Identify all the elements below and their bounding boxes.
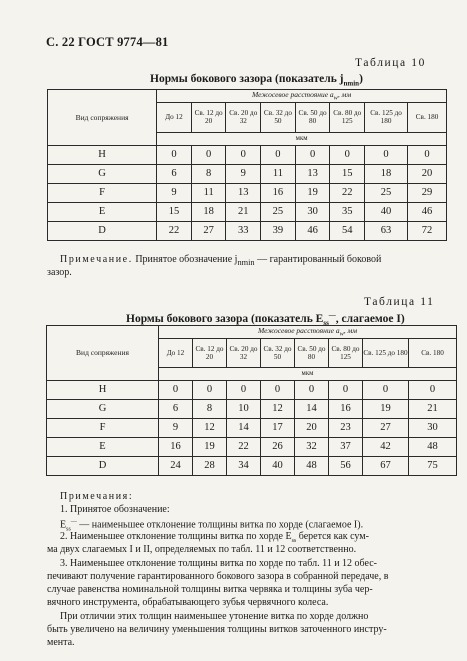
column-header-distance: Межосевое расстояние $a_w$, мм <box>159 326 457 339</box>
column-header: Св. 50 до 80 <box>295 338 329 367</box>
table-row <box>48 164 447 183</box>
table-cell: 30 <box>295 202 330 221</box>
table-cell: 21 <box>226 202 261 221</box>
note-line-2: $E_{ss}^—$ — наименьшее отклонение толщины витка по хорде (слагаемое I). <box>60 519 364 533</box>
note-line-10: быть увеличено на величину уменьшения толщины витков заточенного инстру- <box>47 624 387 635</box>
table-row <box>47 399 457 418</box>
table-cell: 22 <box>330 183 365 202</box>
table-cell: 34 <box>227 456 261 475</box>
note-line-9: При отличии этих толщин наименьшее утонение витка по хорде должно <box>60 611 369 622</box>
column-header: Св. 12 до 20 <box>191 102 226 132</box>
note-line-8: вячного инструмента, обрабатывающего зубья червячного колеса. <box>47 597 329 608</box>
table-cell: 11 <box>191 183 226 202</box>
note-line-6: печивают получение гарантированного бокового зазора в собранной передаче, в <box>47 571 389 582</box>
table-cell: 22 <box>157 221 192 240</box>
table-10 <box>47 89 447 241</box>
table-cell: 20 <box>295 418 329 437</box>
table-cell: 63 <box>365 221 408 240</box>
table-cell: 18 <box>191 202 226 221</box>
table-cell: 0 <box>363 380 409 399</box>
table-cell: 19 <box>363 399 409 418</box>
table-cell: 17 <box>261 418 295 437</box>
table-cell: 20 <box>408 164 447 183</box>
table-cell: 27 <box>363 418 409 437</box>
table-row <box>47 418 457 437</box>
note-line-4: ма двух слагаемых I и II, определяемых по табл. 11 и 12 соответственно. <box>47 544 357 555</box>
table-cell: 6 <box>157 164 192 183</box>
column-header: Св. 180 <box>409 338 457 367</box>
row-label: E <box>48 202 157 221</box>
table-cell: 12 <box>193 418 227 437</box>
row-label: F <box>47 418 159 437</box>
table-cell: 25 <box>365 183 408 202</box>
table-cell: 26 <box>261 437 295 456</box>
table-10-label: Таблица 10 <box>355 57 426 69</box>
row-label: H <box>48 145 157 164</box>
table-row <box>48 145 447 164</box>
table-cell: 30 <box>409 418 457 437</box>
table-cell: 42 <box>363 437 409 456</box>
column-header: Св. 125 до 180 <box>363 338 409 367</box>
table-cell: 0 <box>295 380 329 399</box>
column-header-distance: Межосевое расстояние $a_w$, мм <box>157 90 447 103</box>
table-cell: 75 <box>409 456 457 475</box>
row-label: H <box>47 380 159 399</box>
table-cell: 0 <box>226 145 261 164</box>
table-cell: 0 <box>157 145 192 164</box>
table-cell: 9 <box>159 418 193 437</box>
table-cell: 32 <box>295 437 329 456</box>
table-cell: 0 <box>227 380 261 399</box>
table-11 <box>46 325 457 476</box>
table-cell: 13 <box>226 183 261 202</box>
row-label: D <box>48 221 157 240</box>
table-cell: 0 <box>365 145 408 164</box>
table-row <box>48 183 447 202</box>
note-line-7: случае равенства номинальной толщины витка червяка и толщины зуба чер- <box>47 584 373 595</box>
table-cell: 19 <box>193 437 227 456</box>
table-cell: 0 <box>408 145 447 164</box>
table-cell: 46 <box>295 221 330 240</box>
table-cell: 13 <box>295 164 330 183</box>
note-line-3: 2. Наименьшее отклонение толщины витка по хорде $E_{ss}$ берется как сум- <box>60 531 369 544</box>
table-10-note-line-2: зазор. <box>47 267 72 278</box>
table-row <box>47 437 457 456</box>
row-label: E <box>47 437 159 456</box>
table-cell: 10 <box>227 399 261 418</box>
table-cell: 48 <box>409 437 457 456</box>
table-cell: 0 <box>193 380 227 399</box>
table-cell: 56 <box>329 456 363 475</box>
table-cell: 28 <box>193 456 227 475</box>
table-cell: 24 <box>159 456 193 475</box>
table-row <box>47 456 457 475</box>
table-cell: 54 <box>330 221 365 240</box>
column-header: Св. 32 до 50 <box>261 338 295 367</box>
table-cell: 8 <box>193 399 227 418</box>
table-cell: 15 <box>330 164 365 183</box>
table-cell: 8 <box>191 164 226 183</box>
table-cell: 0 <box>159 380 193 399</box>
unit-label: мкм <box>159 367 457 380</box>
table-row <box>48 202 447 221</box>
page-header: С. 22 ГОСТ 9774—81 <box>46 35 169 49</box>
notes-heading: Примечания: <box>60 491 134 502</box>
table-cell: 9 <box>157 183 192 202</box>
column-header-kind: Вид сопряжения <box>47 326 159 381</box>
table-row <box>48 221 447 240</box>
table-cell: 11 <box>261 164 296 183</box>
table-cell: 37 <box>329 437 363 456</box>
note-line-11: мента. <box>47 637 75 648</box>
table-10-note-line-1: Примечание. Принятое обозначение $j_{nmin}$ — гарантированный боковой <box>60 254 382 267</box>
table-cell: 48 <box>295 456 329 475</box>
row-label: G <box>48 164 157 183</box>
table-cell: 35 <box>330 202 365 221</box>
column-header: Св. 20 до 32 <box>227 338 261 367</box>
table-cell: 0 <box>329 380 363 399</box>
table-cell: 6 <box>159 399 193 418</box>
table-cell: 0 <box>295 145 330 164</box>
table-cell: 14 <box>227 418 261 437</box>
table-cell: 46 <box>408 202 447 221</box>
table-cell: 25 <box>261 202 296 221</box>
column-header: Св. 50 до 80 <box>295 102 330 132</box>
column-header: Св. 80 до 125 <box>330 102 365 132</box>
table-cell: 16 <box>159 437 193 456</box>
table-10-title: Нормы бокового зазора (показатель $j_{nmin}$) <box>150 73 363 88</box>
table-11-label: Таблица 11 <box>364 296 435 308</box>
table-cell: 14 <box>295 399 329 418</box>
table-cell: 18 <box>365 164 408 183</box>
column-header: Св. 180 <box>408 102 447 132</box>
table-cell: 0 <box>191 145 226 164</box>
unit-label: мкм <box>157 132 447 145</box>
table-cell: 23 <box>329 418 363 437</box>
table-cell: 0 <box>409 380 457 399</box>
table-row <box>47 380 457 399</box>
table-cell: 16 <box>261 183 296 202</box>
table-cell: 0 <box>330 145 365 164</box>
table-cell: 72 <box>408 221 447 240</box>
table-cell: 29 <box>408 183 447 202</box>
table-cell: 0 <box>261 145 296 164</box>
row-label: F <box>48 183 157 202</box>
table-cell: 27 <box>191 221 226 240</box>
column-header: Св. 12 до 20 <box>193 338 227 367</box>
table-cell: 40 <box>365 202 408 221</box>
note-line-5: 3. Наименьшее отклонение толщины витка по хорде по табл. 11 и 12 обес- <box>60 558 377 569</box>
column-header: До 12 <box>159 338 193 367</box>
table-cell: 12 <box>261 399 295 418</box>
table-cell: 15 <box>157 202 192 221</box>
table-cell: 33 <box>226 221 261 240</box>
column-header: До 12 <box>157 102 192 132</box>
table-cell: 67 <box>363 456 409 475</box>
row-label: D <box>47 456 159 475</box>
column-header: Св. 20 до 32 <box>226 102 261 132</box>
row-label: G <box>47 399 159 418</box>
column-header: Св. 125 до 180 <box>365 102 408 132</box>
column-header: Св. 32 до 50 <box>261 102 296 132</box>
table-cell: 40 <box>261 456 295 475</box>
table-cell: 19 <box>295 183 330 202</box>
table-cell: 9 <box>226 164 261 183</box>
table-cell: 21 <box>409 399 457 418</box>
table-11-title: Нормы бокового зазора (показатель $E_{ss}^—$, слагаемое I) <box>126 311 405 328</box>
column-header-kind: Вид сопряжения <box>48 90 157 146</box>
table-cell: 0 <box>261 380 295 399</box>
note-line-1: 1. Принятое обозначение: <box>60 504 170 515</box>
table-cell: 16 <box>329 399 363 418</box>
table-cell: 39 <box>261 221 296 240</box>
column-header: Св. 80 до 125 <box>329 338 363 367</box>
table-cell: 22 <box>227 437 261 456</box>
